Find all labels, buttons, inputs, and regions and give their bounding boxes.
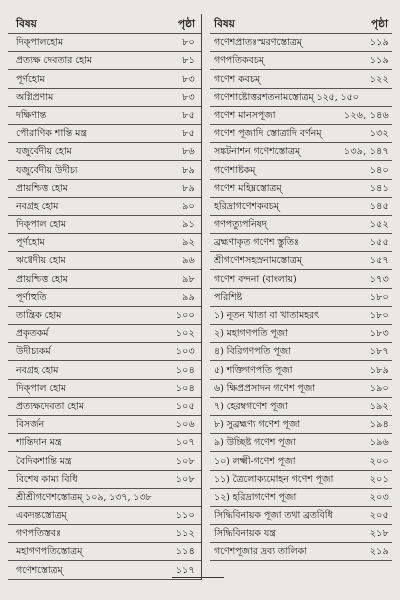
entry-page-number: ১১৪ [175, 546, 195, 558]
toc-entry [210, 125, 392, 143]
entry-topic: গণেশপ্রাতঃস্মরণস্তোত্রম্‌ [214, 37, 302, 49]
toc-entry [210, 380, 392, 398]
toc-entry [8, 198, 201, 216]
toc-entry [210, 180, 392, 198]
toc-entry [210, 198, 392, 216]
entry-topic: ২) মহাগণপতি পূজা [214, 328, 288, 340]
toc-entry [210, 343, 392, 361]
entry-page-number: ১১৯ [369, 37, 389, 49]
toc-entry [8, 380, 201, 398]
entry-topic: পৌরাণিক শান্তি মন্ত্র [16, 128, 87, 140]
toc-entry [8, 507, 201, 525]
toc-entry [8, 543, 201, 561]
toc-entry [210, 216, 392, 234]
entry-topic: গণপতিকবচম্‌ [214, 55, 264, 67]
left-column-header [8, 14, 202, 34]
toc-entry [8, 343, 201, 361]
entry-topic: শ্রীশ্রীগণেশস্তোত্রম্‌ ১০৯, ১৩৭, ১৩৮ [16, 491, 152, 503]
entry-page-number: ১৪১ [369, 182, 389, 194]
entry-topic: ঋগ্বেদীয় হোম [16, 255, 66, 267]
entry-page-number: ১৫৫ [369, 237, 389, 249]
toc-entry [8, 289, 201, 307]
left-column [8, 14, 202, 580]
toc-entry [210, 143, 392, 161]
entry-topic: প্রত্যক্ষ দেবতার হোম [16, 55, 92, 67]
entry-topic: একদন্তস্তোত্রম্‌ [16, 510, 67, 522]
entry-topic: সিদ্ধিবিনায়ক যন্ত্র [214, 528, 276, 540]
entry-topic: গণেশাষ্টোত্তরশতনামস্তোত্রম্‌ ১২৫, ১৫০ [214, 91, 359, 103]
entry-topic: দিক্‌পালহোম [16, 37, 64, 49]
entry-topic: ১০) লক্ষ্মী-গণেশ পূজা [214, 455, 296, 467]
toc-entry [8, 325, 201, 343]
entry-page-number: ৮০ [182, 37, 195, 49]
entry-page-number: ১৮৭ [369, 346, 389, 358]
page-header: পৃষ্ঠা [370, 18, 388, 30]
entry-page-number: ৮১ [182, 55, 195, 67]
entry-topic: শ্রীগণেশসহস্রনামস্তোত্রম্‌ [214, 255, 303, 267]
entry-topic: গণেশস্তোত্রম্‌ [16, 564, 63, 576]
entry-topic: মহাগণপতিস্তোত্রম্‌ [16, 546, 83, 558]
entry-topic: শান্তিদান মন্ত্র [16, 437, 62, 449]
entry-topic: ১২) হরিদ্রাগণেশ পূজা [214, 491, 297, 503]
topic-header: বিষয় [16, 18, 37, 30]
entry-topic: প্রায়শ্চিত্ত হোম [16, 273, 68, 285]
toc-entry [8, 89, 201, 107]
entry-topic: ৫) শক্তিগণপতি পূজা [214, 364, 293, 376]
entry-topic: পূর্ণহোম [16, 73, 45, 85]
entry-page-number: ২১৮ [369, 528, 389, 540]
entry-page-number: ২০৩ [369, 491, 389, 503]
entry-topic: নবগ্রহ হোম [16, 364, 59, 376]
entry-page-number: ৮৫ [182, 128, 195, 140]
toc-entry [210, 307, 392, 325]
entry-page-number: ১০৪ [175, 382, 195, 394]
right-entry-list [210, 34, 392, 561]
toc-entry [8, 52, 201, 70]
toc-entry [210, 525, 392, 543]
topic-header: বিষয় [214, 18, 235, 30]
left-entry-list [8, 34, 202, 580]
entry-page-number: ১৪০ [369, 164, 389, 176]
contents-columns [8, 14, 392, 580]
toc-entry [8, 161, 201, 179]
entry-topic: সঙ্কটনাশন গণেশস্তোত্রম্‌ [214, 146, 301, 158]
entry-topic: দিক্‌পাল হোম [16, 219, 66, 231]
toc-entry [210, 161, 392, 179]
entry-topic: গণেশ মহিম্নস্তোত্রম্‌ [214, 182, 282, 194]
entry-page-number: ১৭৩ [369, 273, 389, 285]
entry-topic: ৬) ক্ষিপ্রপ্রসাদন গণেশ পূজা [214, 382, 315, 394]
entry-page-number: ১০০ [175, 310, 195, 321]
toc-entry [8, 398, 201, 416]
entry-page-number: ১৮৯ [369, 364, 389, 376]
entry-page-number: ১৫২ [369, 219, 389, 231]
toc-entry [210, 325, 392, 343]
entry-page-number: ২০১ [369, 473, 389, 485]
entry-topic: প্রকৃতকর্ম [16, 328, 49, 340]
entry-page-number: ১৯৪ [369, 419, 389, 431]
entry-topic: ১) নূতন খাতা বা খাতামহরৎ [214, 310, 320, 321]
entry-topic: বিশেষ কাম্য বিধি [16, 473, 78, 485]
entry-topic: গণপত্যুপনিষদ্‌ [214, 219, 267, 231]
toc-entry [8, 70, 201, 88]
entry-page-number: ৯০ [182, 200, 195, 212]
entry-topic: গণেশ কবচম্‌ [214, 73, 261, 85]
entry-page-number: ১৮৩ [369, 328, 389, 340]
toc-entry [210, 52, 392, 70]
entry-topic: গণেশ বন্দনা (বাংলায়) [214, 273, 297, 285]
entry-page-number: ৯৯ [182, 291, 195, 303]
entry-topic: যজুর্বেদীয় হোম [16, 146, 72, 158]
entry-page-number: ১০৪ [175, 364, 195, 376]
toc-entry [210, 34, 392, 52]
entry-page-number: ৯২ [182, 237, 195, 249]
toc-entry [210, 234, 392, 252]
toc-entry [210, 270, 392, 288]
entry-page-number: ১১৯ [369, 55, 389, 67]
entry-page-number: ১৫৭ [369, 255, 389, 267]
entry-page-number: ১৩২ [369, 128, 389, 140]
entry-page-number: ১২২ [369, 73, 389, 85]
toc-entry [210, 434, 392, 452]
entry-page-number: ১১৭ [175, 564, 195, 576]
entry-page-number: ১১০ [175, 510, 195, 522]
entry-topic: প্রায়শ্চিত্ত হোম [16, 182, 68, 194]
toc-entry [210, 507, 392, 525]
toc-entry [210, 89, 392, 107]
entry-page-number: ১০৫ [175, 400, 195, 412]
entry-page-number: ১২৬, ১৪৬ [343, 109, 389, 121]
toc-entry [210, 543, 392, 561]
entry-topic: নবগ্রহ হোম [16, 200, 59, 212]
entry-topic: হরিদ্রাগণেশকবচম্‌ [214, 200, 279, 212]
toc-entry [8, 252, 201, 270]
toc-entry [210, 70, 392, 88]
entry-page-number: ৮৯ [182, 182, 195, 194]
toc-entry [210, 361, 392, 379]
toc-entry [8, 307, 201, 325]
toc-entry [8, 125, 201, 143]
entry-page-number: ৯৮ [182, 273, 195, 285]
toc-entry [210, 416, 392, 434]
toc-entry [8, 34, 201, 52]
page-header: পৃষ্ঠা [177, 18, 195, 30]
toc-entry [8, 216, 201, 234]
entry-topic: গণেশপূজার দ্রব্য তালিকা [214, 546, 307, 558]
entry-topic: ব্রহ্মণাকৃত গণেশ স্তুতিঃ [214, 237, 299, 249]
entry-page-number: ১০৩ [175, 346, 195, 358]
entry-topic: ৭) হেরম্বগণেশ পূজা [214, 400, 288, 412]
entry-topic: যজুর্বেদীয় উদীচ্য [16, 164, 78, 176]
entry-topic: ১১) ত্রৈলোক্যমোহন গণেশ পূজা [214, 473, 334, 485]
entry-topic: ৯) উচ্ছিষ্ট গণেশ পূজা [214, 437, 296, 449]
entry-page-number: ১০২ [175, 328, 195, 340]
toc-entry [210, 489, 392, 507]
toc-entry [8, 361, 201, 379]
entry-topic: বিসর্জন [16, 419, 45, 431]
toc-entry [8, 416, 201, 434]
toc-entry [8, 434, 201, 452]
entry-topic: অগ্নিপ্রণাম [16, 91, 54, 103]
toc-entry [210, 107, 392, 125]
toc-entry [8, 107, 201, 125]
toc-entry [8, 143, 201, 161]
toc-entry [8, 471, 201, 489]
toc-entry [210, 289, 392, 307]
entry-page-number: ৯১ [182, 219, 195, 231]
toc-entry [8, 489, 201, 507]
entry-topic: উদীচ্যকর্ম [16, 346, 51, 358]
entry-page-number: ১০৭ [175, 437, 195, 449]
entry-topic: গণেশাষ্টকম্‌ [214, 164, 256, 176]
entry-topic: প্রত্যক্ষদেবতা হোম [16, 400, 84, 412]
entry-page-number: ১৪৫ [369, 200, 389, 212]
entry-page-number: ৮৩ [182, 91, 195, 103]
entry-page-number: ১৮০ [369, 310, 389, 321]
entry-topic: পরিশিষ্ট [214, 291, 243, 303]
entry-page-number: ১০৬ [175, 419, 195, 431]
entry-topic: ৮) সুব্রহ্মণ্য গণেশ পূজা [214, 419, 301, 431]
entry-page-number: ২০০ [369, 455, 389, 467]
entry-page-number: ৮৫ [182, 109, 195, 121]
toc-entry [210, 452, 392, 470]
entry-page-number: ১৩৯, ১৪৭ [343, 146, 389, 158]
entry-topic: তান্ত্রিক হোম [16, 310, 62, 321]
entry-page-number: ৮৬ [182, 146, 195, 158]
entry-topic: গণপতিস্তবঃ [16, 528, 61, 540]
right-column-header [210, 14, 392, 34]
toc-entry [8, 270, 201, 288]
toc-entry [8, 234, 201, 252]
entry-topic: দক্ষিণান্ত [16, 109, 47, 121]
entry-page-number: ২১৯ [369, 546, 389, 558]
entry-page-number: ১৯০ [369, 382, 389, 394]
entry-page-number: ৯৬ [182, 255, 195, 267]
entry-page-number: ৮৯ [182, 164, 195, 176]
entry-topic: পূর্ণাহুতি [16, 291, 47, 303]
toc-entry [210, 398, 392, 416]
entry-topic: পূর্ণহোম [16, 237, 45, 249]
toc-entry [8, 180, 201, 198]
toc-entry [8, 452, 201, 470]
entry-topic: দিক্‌পাল হোম [16, 382, 66, 394]
entry-page-number: ১৮০ [369, 291, 389, 303]
toc-entry [210, 252, 392, 270]
footer-rule [172, 577, 224, 578]
entry-page-number: ১৯৬ [369, 437, 389, 449]
entry-topic: বৈদিকশান্তি মন্ত্র [16, 455, 72, 467]
toc-entry [210, 471, 392, 489]
entry-page-number: ১০৮ [175, 473, 195, 485]
toc-entry [8, 525, 201, 543]
entry-topic: ৪) বিরিগণপতি পূজা [214, 346, 291, 358]
entry-page-number: ১৯২ [369, 400, 389, 412]
entry-page-number: ৮৩ [182, 73, 195, 85]
right-column [210, 14, 392, 580]
entry-page-number: ১০৮ [175, 455, 195, 467]
entry-page-number: ২০৫ [369, 510, 389, 522]
entry-topic: গণেশ পূজাদি স্তোত্রাদি বর্ণনম্‌ [214, 128, 322, 140]
entry-page-number: ১১২ [175, 528, 195, 540]
entry-topic: গণেশ মানসপূজা [214, 109, 276, 121]
entry-topic: সিদ্ধিবিনায়ক পূজা তথা ব্রতবিধি [214, 510, 333, 522]
